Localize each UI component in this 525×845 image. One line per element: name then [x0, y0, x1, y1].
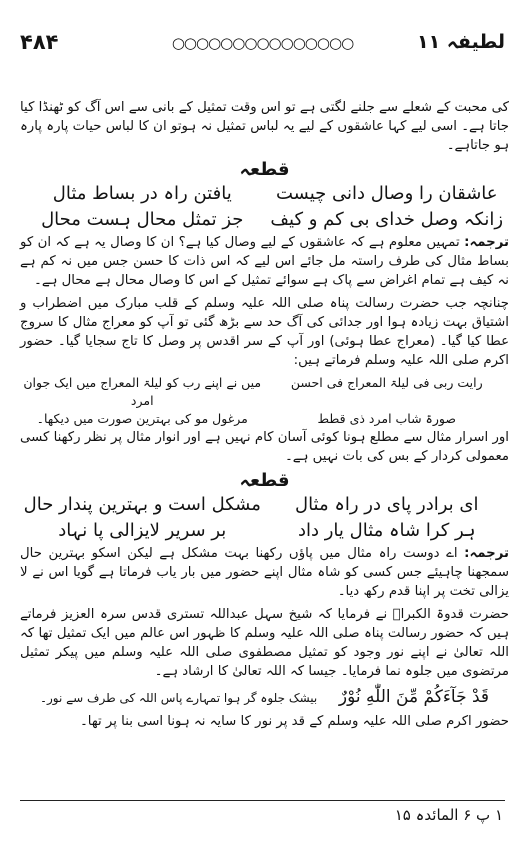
- paragraph-2: چنانچہ جب حضرت رسالت پناہ صلی اللہ علیہ وسلم کے قلب مبارک میں اضطراب و اشتیاق بہت زیادہ ہوا اور جدائی کی آگ حد سے بڑھ گئی تو آپ کو معراج مثال کا سروج عطا کیا گیا۔ (معراج عطا ہوئی) اور آپ کے سر اقدس پر وصل کا تاج سجایا گیا۔ حضور اکرم صلی اللہ علیہ وسلم فرماتے ہیں:: [20, 296, 509, 368]
- hadith-translation-part: مرغول مو کی بہترین صورت میں دیکھا۔: [36, 411, 248, 426]
- paragraph-4: حضرت قدوۃ الکبراؒ نے فرمایا کہ شیخ سہل عبداللہ تستری قدس سرہ العزیز فرماتے ہیں کہ حضور رسالت پناہ صلی اللہ علیہ وسلم کا ظہور اس عالم میں ایک تمثیل تھا کہ اللہ تعالیٰ نے اپنے نور وجود کو تمثیل مصطفوی صلی اللہ علیہ وسلم میں پیکر تمثیل مرتضوی میں جلوہ نما فرمایا۔ جیسا کہ اللہ تعالیٰ کا ارشاد ہے۔: [20, 607, 509, 679]
- qata-heading-2: قطعہ: [239, 470, 290, 491]
- footnote: ۱ پ ۶ المائدہ ۱۵: [394, 806, 503, 824]
- quran-translation: بیشک جلوہ گر ہوا تمہارے پاس اللہ کی طرف سے نور۔: [39, 691, 318, 705]
- verse-line: [20, 207, 509, 232]
- verse-line: [20, 492, 509, 517]
- hadith-line: [20, 374, 509, 410]
- hadith-arabic-part: صورۃ شاب امرد ذی قطط: [317, 411, 456, 426]
- verse-hemistich: جز تمثل محال ہست محال: [41, 209, 244, 230]
- hadith-arabic-part: رایت ربی فی لیلۃ المعراج فی احسن: [290, 375, 483, 390]
- paragraph-1: کی محبت کے شعلے سے جلنے لگتی ہے تو اس وقت تمثیل کے بانی سے اس آگ کو ٹھنڈا کیا جاتا ہے۔ اسی لیے کہا عاشقوں کے لیے یہ لباس تمثیل نہ ہوتو ان کا لباس حیات پارہ پارہ ہو جاتاہے۔: [20, 100, 509, 153]
- footnote-divider: [20, 800, 505, 801]
- translation-label: ترجمہ:: [464, 235, 509, 250]
- translation-2: [20, 544, 509, 601]
- translation-text: اے دوست راہ مثال میں پاؤں رکھنا بہت مشکل ہے لیکن اسکو بہترین حال سمجھنا چاہیئے جس کسی کو شاہ مثال اپنے حضور میں بار یاب فرماتا ہے گویا اس نے لا یزالی تخت پر اپنا قدم رکھ دیا۔: [20, 546, 509, 599]
- hadith-line: [20, 410, 509, 428]
- quran-text: قَدْ جَآءَكُمْ مِّنَ اللّٰهِ نُوْرٌ: [338, 687, 490, 707]
- header-ornament: ○○○○○○○○○○○○○○○: [171, 34, 354, 52]
- verse-line: [20, 518, 509, 543]
- page-header: [20, 30, 505, 56]
- verse-hemistich: ای برادر پای در راہ مثال: [294, 494, 479, 515]
- quran-verse: [20, 685, 509, 710]
- verse-hemistich: زانکہ وصل خدای بی کم و کیف: [270, 209, 504, 230]
- verse-line: [20, 181, 509, 206]
- qata-heading-1: قطعہ: [239, 159, 290, 180]
- page-number: ۴۸۴: [20, 30, 59, 54]
- verse-hemistich: ہر کرا شاہ مثال یار داد: [297, 520, 476, 541]
- translation-text: تمہیں معلوم ہے کہ عاشقوں کے لیے وصال کیا ہے؟ ان کا وصال یہ ہے کہ ان کو بساط مثال کی طرف راستہ مل جائے اس لیے کہ اس ذات کا حسن جس میں نہ کم ہے نہ کیف ہے تمام اغراض سے پاک ہے سوائے تمثیل کے اس کا وصال محال ہے محال ہے۔: [20, 235, 509, 288]
- verse-hemistich: بر سریر لایزالی پا نہاد: [58, 520, 227, 541]
- verse-hemistich: مشکل است و بہترین پندار حال: [23, 494, 261, 515]
- hadith-translation-part: میں نے اپنے رب کو لیلۃ المعراج میں ایک جوان امرد: [23, 375, 262, 408]
- paragraph-5: حضور اکرم صلی اللہ علیہ وسلم کے قد پر نور کا سایہ نہ ہونا اسی بنا پر تھا۔: [79, 714, 509, 729]
- translation-1: [20, 233, 509, 290]
- verse-hemistich: یافتن راہ در بساط مثال: [52, 183, 232, 204]
- page-body: [20, 98, 509, 735]
- section-label: لطیفہ ۱۱: [416, 31, 505, 53]
- paragraph-3: اور اسرار مثال سے مطلع ہونا کوئی آسان کام نہیں ہے اور انوار مثال پر نظر رکھنا کسی معمولی کردار کے بس کی بات نہیں ہے۔: [20, 430, 509, 464]
- verse-hemistich: عاشقان را وصال دانی چیست: [275, 183, 498, 204]
- translation-label: ترجمہ:: [464, 546, 509, 561]
